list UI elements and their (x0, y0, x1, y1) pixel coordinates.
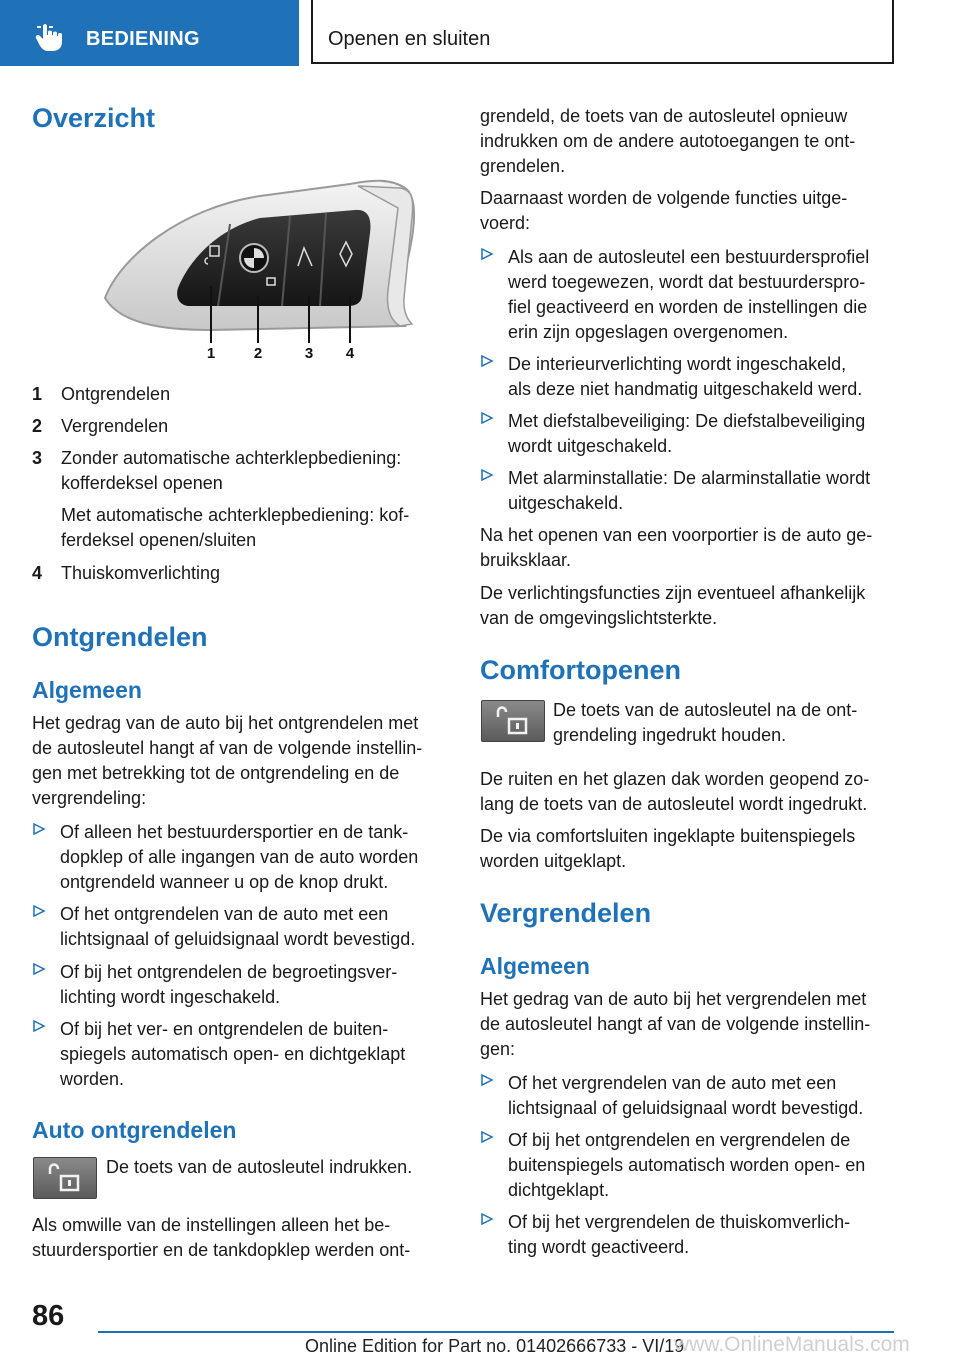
list-item-text: Of alleen het bestuurdersportier en de tank- (60, 822, 409, 842)
list-item-text: Of bij het ontgrendelen en vergrendelen de (508, 1130, 851, 1150)
list-item-text: fiel geactiveerd en worden de instellingen die (508, 297, 868, 317)
triangle-right-icon (480, 1073, 494, 1087)
heading-algemeen: Algemeen (32, 677, 142, 703)
paragraph-line: De verlichtingsfuncties zijn eventueel afhankelijk (480, 583, 866, 603)
list-item-text: De interieurverlichting wordt ingeschakeld, (508, 354, 847, 374)
chapter-tab (0, 0, 299, 66)
paragraph-line: Daarnaast worden de volgende functies uitge- (480, 188, 848, 208)
list-item-text: Met diefstalbeveiliging: De diefstalbeveiliging (508, 411, 866, 431)
paragraph-line: bruiksklaar. (480, 550, 572, 570)
triangle-right-icon (480, 1212, 494, 1226)
list-item-text: dopklep of alle ingangen van de auto worden (60, 847, 419, 867)
heading-overzicht: Overzicht (32, 103, 156, 133)
legend-num: 2 (32, 416, 43, 436)
callout-3: 3 (304, 345, 314, 360)
paragraph-line: grendeld, de toets van de autosleutel opnieuw (480, 106, 848, 126)
list-item-text: ontgrendeld wanneer u op de knop drukt. (60, 872, 389, 892)
heading-vergrendelen: Vergrendelen (480, 898, 652, 928)
list-item-text: Of bij het ontgrendelen de begroetingsver- (60, 962, 398, 982)
triangle-right-icon (480, 354, 494, 368)
paragraph-line: Na het openen van een voorportier is de auto ge- (480, 525, 873, 545)
list-item-text: erin zijn opgeslagen overgenomen. (508, 322, 789, 342)
legend-text: Vergrendelen (61, 416, 169, 436)
list-item-text: wordt uitgeschakeld. (508, 436, 673, 456)
instruction-text: grendeling ingedrukt houden. (553, 725, 787, 745)
paragraph-line: vergrendeling: (32, 788, 147, 808)
edition-note: Online Edition for Part no. 01402666733 - VI/19 (305, 1336, 685, 1356)
list-item-text: lichting wordt ingeschakeld. (60, 987, 281, 1007)
page-header (311, 0, 894, 64)
list-item-text: Met alarminstallatie: De alarminstallatie wordt (508, 468, 871, 488)
list-item-text: Als aan de autosleutel een bestuurdersprofiel (508, 247, 870, 267)
list-item-text: spiegels automatisch open- en dichtgeklapt (60, 1044, 406, 1064)
paragraph-line: worden uitgeklapt. (480, 851, 627, 871)
heading-comfortopenen: Comfortopenen (480, 655, 681, 685)
legend-text: Zonder automatische achterklepbediening: (61, 448, 402, 468)
list-item-text: Of het vergrendelen van de auto met een (508, 1073, 837, 1093)
list-item-text: uitgeschakeld. (508, 493, 624, 513)
list-item-text: lichtsignaal of geluidsignaal wordt bevestigd. (60, 929, 416, 949)
unlock-icon (33, 1157, 97, 1199)
legend-text: Thuiskomverlichting (61, 563, 221, 583)
callout-1: 1 (206, 345, 216, 360)
paragraph-line: lang de toets van de autosleutel wordt ingedrukt. (480, 794, 868, 814)
instruction-text: De toets van de autosleutel indrukken. (106, 1157, 413, 1177)
triangle-right-icon (32, 1019, 46, 1033)
legend-text: ferdeksel openen/sluiten (61, 530, 257, 550)
list-item-text: als deze niet handmatig uitgeschakeld werd. (508, 379, 863, 399)
triangle-right-icon (32, 962, 46, 976)
paragraph-line: indrukken om de andere autotoegangen te ont- (480, 131, 856, 151)
watermark: www.OnlineManuals.com (674, 1333, 910, 1356)
list-item-text: Of het ontgrendelen van de auto met een (60, 904, 389, 924)
paragraph-line: gen met betrekking tot de ontgrendeling en de (32, 763, 400, 783)
paragraph-line: De ruiten en het glazen dak worden geopend zo- (480, 769, 870, 789)
car-key-fob-figure (100, 178, 448, 360)
legend-num: 3 (32, 448, 43, 468)
triangle-right-icon (32, 904, 46, 918)
list-item-text: werd toegewezen, wordt dat bestuurderspro- (508, 272, 866, 292)
legend-num: 4 (32, 563, 43, 583)
list-item-text: buitenspiegels automatisch worden open- en (508, 1155, 866, 1175)
paragraph-line: de autosleutel hangt af van de volgende instellin- (480, 1014, 871, 1034)
instruction-text: De toets van de autosleutel na de ont- (553, 700, 858, 720)
callout-2: 2 (253, 345, 263, 360)
heading-ontgrendelen: Ontgrendelen (32, 622, 208, 652)
list-item-text: ting wordt geactiveerd. (508, 1237, 690, 1257)
list-item-text: lichtsignaal of geluidsignaal wordt bevestigd. (508, 1098, 864, 1118)
legend-text: Met automatische achterklepbediening: kof- (61, 505, 410, 525)
legend-text: Ontgrendelen (61, 384, 171, 404)
legend-text: kofferdeksel openen (61, 473, 223, 493)
paragraph-line: Als omwille van de instellingen alleen het be- (32, 1215, 391, 1235)
paragraph-line: gen: (480, 1039, 516, 1059)
callout-4: 4 (345, 345, 355, 360)
hand-pointer-icon (34, 22, 68, 52)
list-item-text: dichtgeklapt. (508, 1180, 610, 1200)
triangle-right-icon (480, 1130, 494, 1144)
list-item-text: worden. (60, 1069, 125, 1089)
triangle-right-icon (480, 411, 494, 425)
page-number: 86 (32, 1300, 65, 1332)
paragraph-line: voerd: (480, 213, 531, 233)
legend-num: 1 (32, 384, 43, 404)
chapter-label: BEDIENING (86, 28, 200, 50)
paragraph-line: van de omgevingslichtsterkte. (480, 608, 718, 628)
triangle-right-icon (32, 822, 46, 836)
paragraph-line: stuurdersportier en de tankdopklep werden ont- (32, 1240, 411, 1260)
section-title: Openen en sluiten (328, 28, 491, 50)
list-item-text: Of bij het vergrendelen de thuiskomverlich- (508, 1212, 851, 1232)
paragraph-line: grendelen. (480, 156, 566, 176)
paragraph-line: de autosleutel hangt af van de volgende instellin- (32, 738, 423, 758)
paragraph-line: Het gedrag van de auto bij het vergrendelen met (480, 989, 867, 1009)
triangle-right-icon (480, 247, 494, 261)
paragraph-line: De via comfortsluiten ingeklapte buitenspiegels (480, 826, 856, 846)
list-item-text: Of bij het ver- en ontgrendelen de buiten- (60, 1019, 389, 1039)
unlock-icon (481, 700, 545, 742)
triangle-right-icon (480, 468, 494, 482)
paragraph-line: Het gedrag van de auto bij het ontgrendelen met (32, 713, 419, 733)
heading-auto-ontgrendelen: Auto ontgrendelen (32, 1117, 237, 1143)
heading-algemeen: Algemeen (480, 953, 590, 979)
